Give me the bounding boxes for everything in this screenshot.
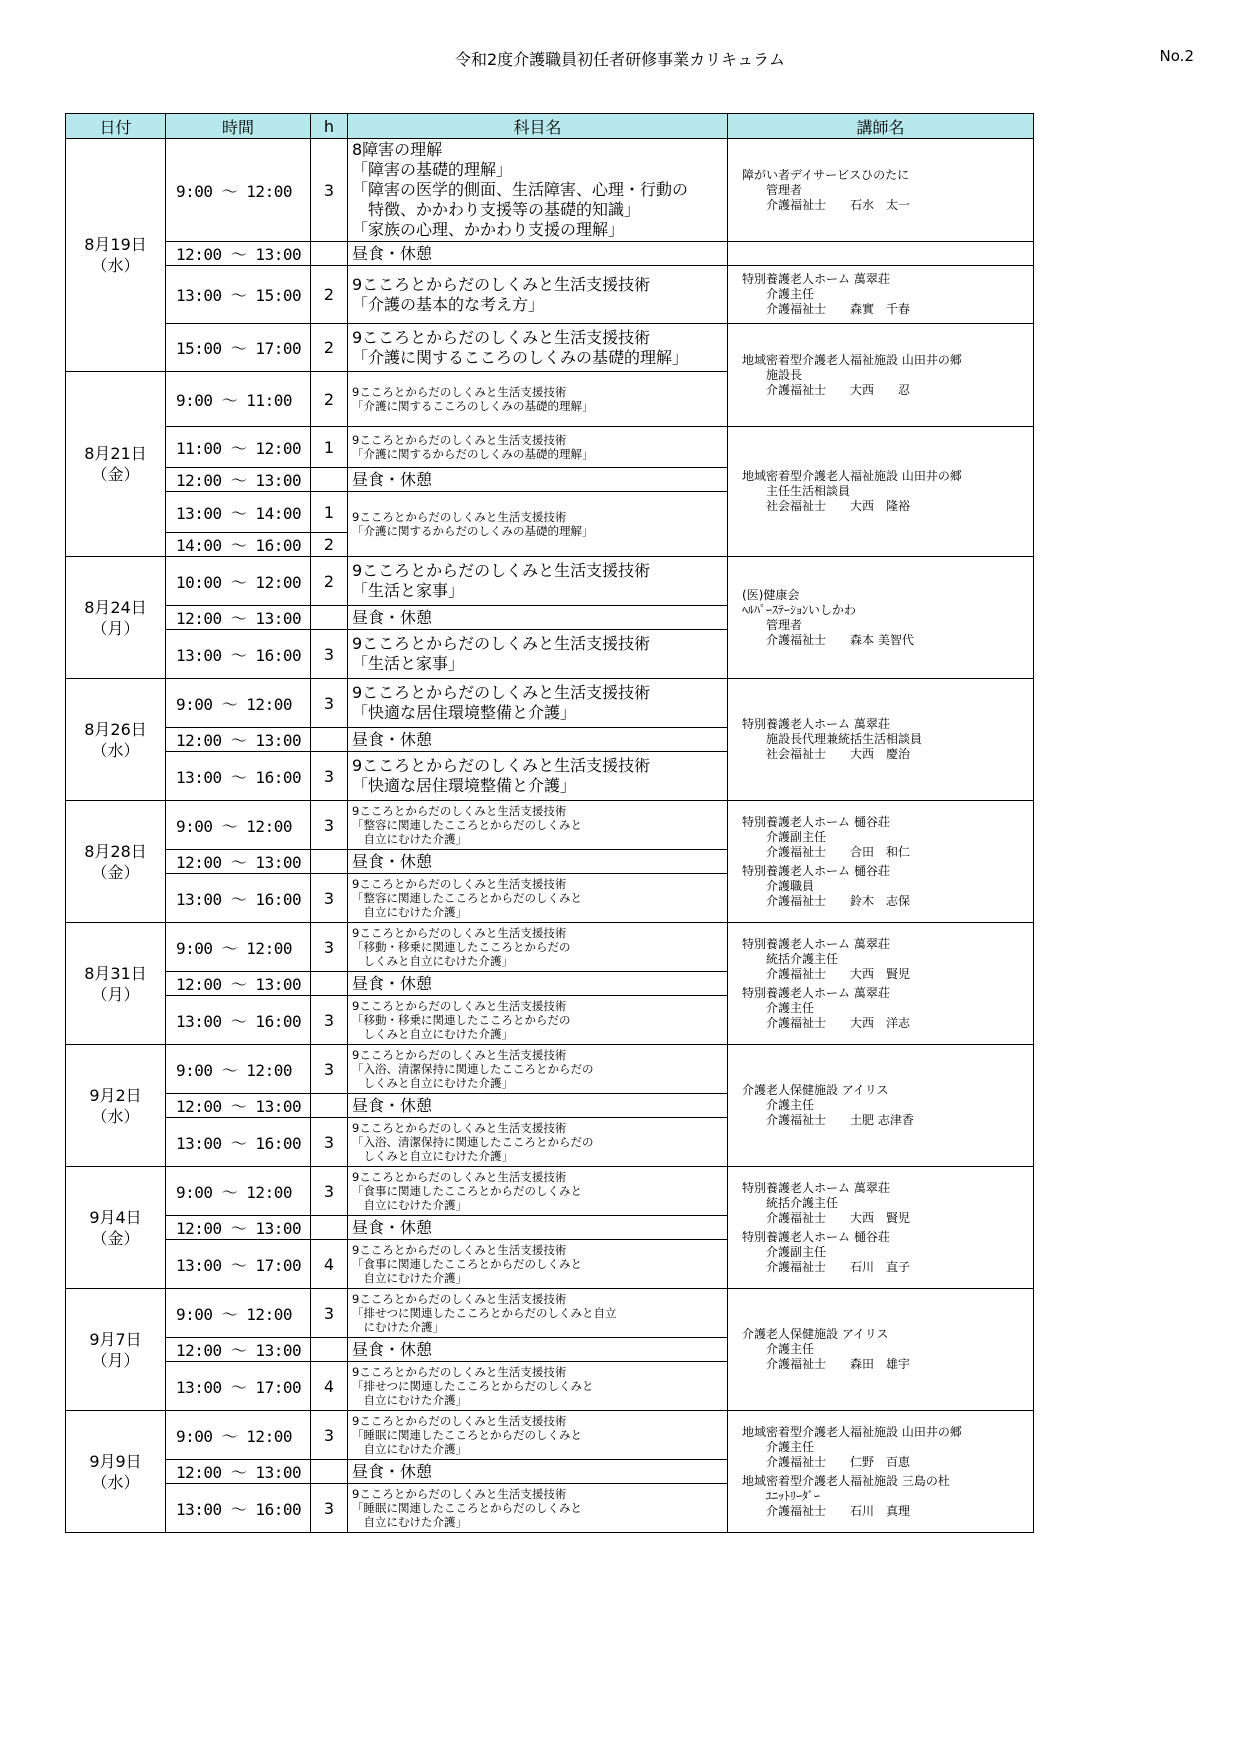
schedule-row — [66, 242, 1034, 266]
instructor-line: 介護主任 — [742, 287, 815, 301]
hours-cell — [311, 1094, 348, 1118]
hours-cell: 1 — [311, 427, 348, 468]
date-weekday: （水） — [91, 740, 140, 760]
subject-line: 「障害の基礎的理解」 — [352, 160, 513, 179]
time-cell: 12:00 ～ 13:00 — [166, 1338, 311, 1362]
time-cell: 12:00 ～ 13:00 — [166, 728, 311, 752]
instructor-cell — [728, 324, 1034, 427]
date-cell — [66, 679, 166, 801]
date-cell — [66, 1167, 166, 1289]
time-cell: 12:00 ～ 13:00 — [166, 1094, 311, 1118]
subject-cell — [348, 728, 728, 752]
instructor-line: 特別養護老人ホーム 萬翠荘 — [742, 717, 890, 731]
instructor-line: 特別養護老人ホーム 樋谷荘 — [742, 863, 890, 878]
date-day: 8月26日 — [84, 719, 147, 739]
date-weekday: （金） — [91, 1228, 140, 1248]
header-instructor: 講師名 — [728, 114, 1034, 139]
instructor-line: 介護福祉士 合田 和仁 — [742, 844, 911, 859]
subject-cell — [348, 1484, 728, 1533]
time-cell: 12:00 ～ 13:00 — [166, 850, 311, 874]
instructor-cell — [728, 557, 1034, 679]
subject-line: 昼食・休憩 — [352, 1339, 433, 1359]
instructor-line: 介護福祉士 大西 忍 — [742, 382, 911, 397]
instructor-line: 介護福祉士 鈴木 志保 — [742, 893, 911, 908]
hours-cell: 3 — [311, 996, 348, 1045]
hours-cell: 3 — [311, 801, 348, 850]
subject-line: 自立にむけた介護」 — [352, 1393, 467, 1407]
subject-line: 9こころとからだのしくみと生活支援技術 — [352, 274, 651, 294]
instructor-line: 管理者 — [742, 182, 803, 197]
hours-cell: 3 — [311, 1118, 348, 1167]
time-cell: 13:00 ～ 16:00 — [166, 752, 311, 801]
hours-cell: 3 — [311, 139, 348, 242]
instructor-block — [742, 168, 1019, 213]
subject-line: 9こころとからだのしくみと生活支援技術 — [352, 510, 567, 524]
time-cell: 12:00 ～ 13:00 — [166, 242, 311, 266]
hours-cell: 3 — [311, 1045, 348, 1094]
subject-line: 9こころとからだのしくみと生活支援技術 — [352, 683, 651, 702]
subject-cell — [348, 324, 728, 372]
instructor-cell — [728, 1045, 1034, 1167]
instructor-cell — [728, 801, 1034, 923]
time-cell: 14:00 ～ 16:00 — [166, 533, 311, 557]
instructor-line: 特別養護老人ホーム 萬翠荘 — [742, 1180, 890, 1195]
time-cell: 12:00 ～ 13:00 — [166, 606, 311, 630]
subject-line: しくみと自立にむけた介護」 — [352, 954, 513, 968]
instructor-cell — [728, 1411, 1034, 1533]
subject-line: 9こころとからだのしくみと生活支援技術 — [352, 999, 567, 1013]
hours-cell: 2 — [311, 533, 348, 557]
instructor-line: 介護福祉士 仁野 百恵 — [742, 1454, 911, 1469]
date-day: 9月2日 — [89, 1085, 142, 1105]
hours-cell: 3 — [311, 1167, 348, 1216]
time-cell: 13:00 ～ 14:00 — [166, 492, 311, 533]
subject-line: 9こころとからだのしくみと生活支援技術 — [352, 1048, 567, 1062]
hours-cell: 1 — [311, 492, 348, 533]
subject-cell — [348, 557, 728, 606]
subject-cell — [348, 266, 728, 324]
subject-line: 昼食・休憩 — [352, 607, 433, 627]
subject-line: 「睡眠に関連したこころとからだのしくみと — [352, 1501, 582, 1515]
instructor-line: 介護福祉士 石川 直子 — [742, 1259, 911, 1274]
schedule-row — [66, 427, 1034, 468]
instructor-line: 介護主任 — [742, 1000, 815, 1015]
time-cell: 10:00 ～ 12:00 — [166, 557, 311, 606]
subject-line: 9こころとからだのしくみと生活支援技術 — [352, 634, 651, 653]
subject-line: 「排せつに関連したこころとからだのしくみと — [352, 1379, 594, 1393]
subject-line: 9こころとからだのしくみと生活支援技術 — [352, 1414, 567, 1428]
time-cell: 12:00 ～ 13:00 — [166, 1216, 311, 1240]
subject-line: 9こころとからだのしくみと生活支援技術 — [352, 1243, 567, 1257]
time-cell: 9:00 ～ 12:00 — [166, 1411, 311, 1460]
hours-cell: 3 — [311, 1484, 348, 1533]
date-weekday: （水） — [91, 256, 140, 275]
instructor-line: 介護福祉士 森本 美智代 — [742, 632, 914, 647]
date-cell — [66, 557, 166, 679]
subject-cell — [348, 139, 728, 242]
subject-cell — [348, 1216, 728, 1240]
schedule-row — [66, 266, 1034, 324]
instructor-line: 社会福祉士 大西 隆裕 — [742, 499, 911, 513]
instructor-block — [742, 1474, 1019, 1519]
instructor-line: 特別養護老人ホーム 萬翠荘 — [742, 272, 890, 286]
instructor-line: 統括介護主任 — [742, 1195, 839, 1210]
date-day: 9月4日 — [89, 1207, 142, 1227]
schedule-row — [66, 923, 1034, 972]
instructor-block — [742, 1327, 1019, 1372]
date-weekday: （金） — [91, 465, 140, 484]
subject-cell — [348, 1460, 728, 1484]
date-cell — [66, 801, 166, 923]
subject-cell — [348, 427, 728, 468]
subject-line: 自立にむけた介護」 — [352, 1198, 467, 1212]
subject-line: 昼食・休憩 — [352, 973, 433, 993]
subject-cell — [348, 1338, 728, 1362]
subject-cell — [348, 874, 728, 923]
time-cell: 12:00 ～ 13:00 — [166, 972, 311, 996]
time-cell: 13:00 ～ 16:00 — [166, 1484, 311, 1533]
page-title: 令和2度介護職員初任者研修事業カリキュラム — [454, 50, 786, 69]
date-day: 8月21日 — [84, 444, 147, 463]
subject-line: 「生活と家事」 — [352, 581, 465, 600]
subject-line: 「排せつに関連したこころとからだのしくみと自立 — [352, 1306, 617, 1320]
hours-cell: 3 — [311, 630, 348, 679]
hours-cell: 4 — [311, 1362, 348, 1411]
instructor-line: 特別養護老人ホーム 萬翠荘 — [742, 936, 890, 951]
instructor-line: 主任生活相談員 — [742, 484, 851, 498]
subject-cell — [348, 1045, 728, 1094]
time-cell: 9:00 ～ 12:00 — [166, 923, 311, 972]
instructor-block — [742, 469, 1019, 514]
header-time: 時間 — [166, 114, 311, 139]
instructor-line: 介護主任 — [742, 1342, 815, 1356]
subject-cell — [348, 972, 728, 996]
subject-cell — [348, 923, 728, 972]
subject-line: 昼食・休憩 — [352, 1217, 433, 1237]
subject-cell — [348, 630, 728, 679]
instructor-line: 介護福祉士 石水 太一 — [742, 197, 911, 212]
hours-cell: 4 — [311, 1240, 348, 1289]
instructor-block — [742, 864, 1019, 909]
subject-line: 「介護に関するこころのしくみの基礎的理解」 — [352, 399, 594, 413]
hours-cell: 3 — [311, 923, 348, 972]
subject-line: 9こころとからだのしくみと生活支援技術 — [352, 804, 567, 818]
instructor-line: 地域密着型介護老人福祉施設 山田井の郷 — [742, 469, 962, 483]
instructor-line: 介護福祉士 大西 洋志 — [742, 1015, 911, 1030]
instructor-cell — [728, 1167, 1034, 1289]
instructor-cell — [728, 139, 1034, 242]
hours-cell: 2 — [311, 372, 348, 427]
time-cell: 13:00 ～ 15:00 — [166, 266, 311, 324]
subject-line: 9こころとからだのしくみと生活支援技術 — [352, 1292, 567, 1306]
time-cell: 13:00 ～ 16:00 — [166, 1118, 311, 1167]
instructor-line: 介護福祉士 大西 賢児 — [742, 966, 911, 981]
subject-line: 「介護の基本的な考え方」 — [352, 294, 545, 314]
instructor-line: 管理者 — [742, 617, 803, 632]
subject-line: 昼食・休憩 — [352, 729, 433, 749]
instructor-block — [742, 815, 1019, 860]
time-cell: 15:00 ～ 17:00 — [166, 324, 311, 372]
date-cell — [66, 139, 166, 372]
instructor-line: 障がい者デイサービスひのたに — [742, 167, 910, 182]
date-cell — [66, 1045, 166, 1167]
instructor-line: (医)健康会 — [742, 587, 800, 602]
instructor-block — [742, 1181, 1019, 1226]
instructor-line: 地域密着型介護老人福祉施設 山田井の郷 — [742, 352, 962, 367]
date-weekday: （水） — [91, 1472, 140, 1492]
hours-cell — [311, 242, 348, 266]
hours-cell: 3 — [311, 679, 348, 728]
subject-line: 昼食・休憩 — [352, 469, 433, 489]
time-cell: 9:00 ～ 12:00 — [166, 1289, 311, 1338]
subject-line: 9こころとからだのしくみと生活支援技術 — [352, 433, 567, 447]
subject-line: 9こころとからだのしくみと生活支援技術 — [352, 1170, 567, 1184]
instructor-line: 介護福祉士 大西 賢児 — [742, 1210, 911, 1225]
hours-cell: 2 — [311, 557, 348, 606]
schedule-row — [66, 1289, 1034, 1338]
subject-line: 自立にむけた介護」 — [352, 1442, 467, 1456]
subject-cell — [348, 1094, 728, 1118]
subject-line: 9こころとからだのしくみと生活支援技術 — [352, 327, 651, 347]
instructor-line: 特別養護老人ホーム 樋谷荘 — [742, 1229, 890, 1244]
subject-line: 特徴、かかわり支援等の基礎的知識」 — [352, 200, 641, 219]
date-day: 8月24日 — [84, 597, 147, 617]
subject-line: にむけた介護」 — [352, 1320, 444, 1334]
subject-line: 「食事に関連したこころとからだのしくみと — [352, 1257, 582, 1271]
schedule-row — [66, 557, 1034, 606]
hours-cell — [311, 1216, 348, 1240]
subject-line: 「介護に関するこころのしくみの基礎的理解」 — [352, 347, 689, 367]
instructor-line: ﾍﾙﾊﾟｰｽﾃｰｼｮﾝいしかわ — [742, 602, 857, 617]
instructor-line: 社会福祉士 大西 慶治 — [742, 747, 911, 761]
subject-line: しくみと自立にむけた介護」 — [352, 1027, 513, 1041]
date-weekday: （月） — [91, 618, 140, 638]
instructor-block — [742, 986, 1019, 1031]
instructor-line: 介護主任 — [742, 1439, 815, 1454]
instructor-block — [742, 937, 1019, 982]
schedule-row — [66, 801, 1034, 850]
subject-cell — [348, 801, 728, 850]
instructor-block — [742, 1083, 1019, 1128]
date-day: 8月19日 — [84, 235, 147, 254]
time-cell: 12:00 ～ 13:00 — [166, 468, 311, 492]
instructor-block — [742, 1425, 1019, 1470]
subject-line: しくみと自立にむけた介護」 — [352, 1149, 513, 1163]
hours-cell — [311, 606, 348, 630]
time-cell: 13:00 ～ 17:00 — [166, 1362, 311, 1411]
subject-line: 9こころとからだのしくみと生活支援技術 — [352, 877, 567, 891]
instructor-cell — [728, 1289, 1034, 1411]
date-weekday: （水） — [91, 1106, 140, 1126]
subject-line: 9こころとからだのしくみと生活支援技術 — [352, 926, 567, 940]
subject-cell — [348, 1411, 728, 1460]
subject-line: 自立にむけた介護」 — [352, 1271, 467, 1285]
subject-cell — [348, 468, 728, 492]
time-cell: 9:00 ～ 11:00 — [166, 372, 311, 427]
time-cell: 9:00 ～ 12:00 — [166, 1045, 311, 1094]
time-cell: 11:00 ～ 12:00 — [166, 427, 311, 468]
subject-line: 昼食・休憩 — [352, 243, 433, 263]
subject-line: 「移動・移乗に関連したこころとからだの — [352, 1013, 571, 1027]
subject-cell — [348, 1167, 728, 1216]
date-cell — [66, 1289, 166, 1411]
subject-line: 「生活と家事」 — [352, 654, 465, 673]
schedule-row — [66, 1411, 1034, 1460]
instructor-line: 統括介護主任 — [742, 951, 839, 966]
instructor-cell — [728, 679, 1034, 801]
instructor-line: 介護福祉士 石川 真理 — [742, 1503, 911, 1518]
subject-cell — [348, 1362, 728, 1411]
date-day: 9月7日 — [89, 1329, 142, 1349]
subject-cell — [348, 1289, 728, 1338]
header-date: 日付 — [66, 114, 166, 139]
date-weekday: （月） — [91, 984, 140, 1004]
hours-cell: 2 — [311, 266, 348, 324]
subject-line: 昼食・休憩 — [352, 851, 433, 871]
subject-line: 「快適な居住環境整備と介護」 — [352, 776, 577, 795]
instructor-cell — [728, 266, 1034, 324]
schedule-row — [66, 1045, 1034, 1094]
instructor-line: 地域密着型介護老人福祉施設 山田井の郷 — [742, 1424, 962, 1439]
subject-line: 「介護に関するからだのしくみの基礎的理解」 — [352, 524, 594, 538]
instructor-block — [742, 353, 1019, 398]
subject-cell — [348, 492, 728, 557]
date-cell — [66, 1411, 166, 1533]
subject-cell — [348, 752, 728, 801]
instructor-line: 施設長 — [742, 367, 803, 382]
time-cell: 13:00 ～ 16:00 — [166, 630, 311, 679]
header-row — [66, 114, 1034, 139]
instructor-block — [742, 272, 1019, 317]
subject-cell — [348, 850, 728, 874]
curriculum-body — [66, 139, 1034, 1533]
subject-line: 8障害の理解 — [352, 140, 443, 159]
instructor-line: 介護福祉士 森田 雄宇 — [742, 1357, 911, 1371]
schedule-row — [66, 324, 1034, 372]
subject-line: 「睡眠に関連したこころとからだのしくみと — [352, 1428, 582, 1442]
subject-line: 昼食・休憩 — [352, 1095, 433, 1115]
date-day: 8月28日 — [84, 841, 147, 861]
subject-line: 9こころとからだのしくみと生活支援技術 — [352, 1487, 567, 1501]
hours-cell — [311, 972, 348, 996]
time-cell: 12:00 ～ 13:00 — [166, 1460, 311, 1484]
subject-line: 「入浴、清潔保持に関連したこころとからだの — [352, 1062, 594, 1076]
instructor-line: 施設長代理兼統括生活相談員 — [742, 732, 923, 746]
subject-line: 9こころとからだのしくみと生活支援技術 — [352, 1365, 567, 1379]
header-subject: 科目名 — [348, 114, 728, 139]
instructor-line: 介護副主任 — [742, 1244, 827, 1259]
subject-cell — [348, 1240, 728, 1289]
subject-line: 「障害の医学的側面、生活障害、心理・行動の — [352, 180, 689, 199]
subject-cell — [348, 996, 728, 1045]
time-cell: 13:00 ～ 16:00 — [166, 996, 311, 1045]
instructor-line: 地域密着型介護老人福祉施設 三島の杜 — [742, 1473, 950, 1488]
schedule-row — [66, 139, 1034, 242]
date-cell — [66, 923, 166, 1045]
instructor-cell — [728, 923, 1034, 1045]
instructor-line: 介護福祉士 森實 千春 — [742, 302, 911, 316]
subject-cell — [348, 372, 728, 427]
subject-line: 自立にむけた介護」 — [352, 1515, 467, 1529]
subject-line: 9こころとからだのしくみと生活支援技術 — [352, 756, 651, 775]
subject-line: 「家族の心理、かかわり支援の理解」 — [352, 220, 625, 239]
schedule-row — [66, 679, 1034, 728]
time-cell: 13:00 ～ 16:00 — [166, 874, 311, 923]
instructor-block — [742, 1230, 1019, 1275]
subject-line: 9こころとからだのしくみと生活支援技術 — [352, 561, 651, 580]
instructor-line: 介護福祉士 土肥 志津香 — [742, 1113, 914, 1127]
subject-cell — [348, 679, 728, 728]
instructor-block — [742, 717, 1019, 762]
hours-cell: 3 — [311, 874, 348, 923]
instructor-line: 介護老人保健施設 アイリス — [742, 1083, 889, 1097]
page-number: No.2 — [1159, 47, 1194, 65]
hours-cell: 3 — [311, 1411, 348, 1460]
date-weekday: （金） — [91, 862, 140, 882]
hours-cell: 2 — [311, 324, 348, 372]
schedule-row — [66, 1167, 1034, 1216]
subject-line: 自立にむけた介護」 — [352, 905, 467, 919]
subject-line: 自立にむけた介護」 — [352, 832, 467, 846]
instructor-line: 介護主任 — [742, 1098, 815, 1112]
hours-cell: 3 — [311, 752, 348, 801]
time-cell: 9:00 ～ 12:00 — [166, 679, 311, 728]
date-weekday: （月） — [91, 1350, 140, 1370]
subject-line: 「食事に関連したこころとからだのしくみと — [352, 1184, 582, 1198]
subject-line: 「整容に関連したこころとからだのしくみと — [352, 891, 582, 905]
date-day: 9月9日 — [89, 1451, 142, 1471]
subject-line: 昼食・休憩 — [352, 1461, 433, 1481]
hours-cell — [311, 468, 348, 492]
instructor-cell — [728, 242, 1034, 266]
subject-cell — [348, 1118, 728, 1167]
instructor-line: 介護副主任 — [742, 829, 827, 844]
instructor-line: 介護老人保健施設 アイリス — [742, 1327, 889, 1341]
hours-cell — [311, 850, 348, 874]
curriculum-table — [65, 113, 1034, 1533]
time-cell: 9:00 ～ 12:00 — [166, 801, 311, 850]
hours-cell — [311, 728, 348, 752]
hours-cell: 3 — [311, 1289, 348, 1338]
date-cell — [66, 372, 166, 557]
subject-line: 「介護に関するからだのしくみの基礎的理解」 — [352, 447, 594, 461]
time-cell: 13:00 ～ 17:00 — [166, 1240, 311, 1289]
date-day: 8月31日 — [84, 963, 147, 983]
subject-line: 「整容に関連したこころとからだのしくみと — [352, 818, 582, 832]
time-cell: 9:00 ～ 12:00 — [166, 139, 311, 242]
hours-cell — [311, 1460, 348, 1484]
time-cell: 9:00 ～ 12:00 — [166, 1167, 311, 1216]
subject-line: 「入浴、清潔保持に関連したこころとからだの — [352, 1135, 594, 1149]
instructor-block — [742, 588, 1019, 648]
subject-line: 「快適な居住環境整備と介護」 — [352, 703, 577, 722]
header-hours: h — [311, 114, 348, 139]
instructor-line: 特別養護老人ホーム 樋谷荘 — [742, 814, 890, 829]
hours-cell — [311, 1338, 348, 1362]
subject-line: しくみと自立にむけた介護」 — [352, 1076, 513, 1090]
instructor-line: 特別養護老人ホーム 萬翠荘 — [742, 985, 890, 1000]
subject-line: 「移動・移乗に関連したこころとからだの — [352, 940, 571, 954]
subject-line: 9こころとからだのしくみと生活支援技術 — [352, 385, 567, 399]
subject-cell — [348, 242, 728, 266]
subject-cell — [348, 606, 728, 630]
instructor-cell — [728, 427, 1034, 557]
instructor-line: 介護職員 — [742, 878, 815, 893]
subject-line: 9こころとからだのしくみと生活支援技術 — [352, 1121, 567, 1135]
instructor-line: ﾕﾆｯﾄﾘｰﾀﾞｰ — [742, 1488, 821, 1503]
